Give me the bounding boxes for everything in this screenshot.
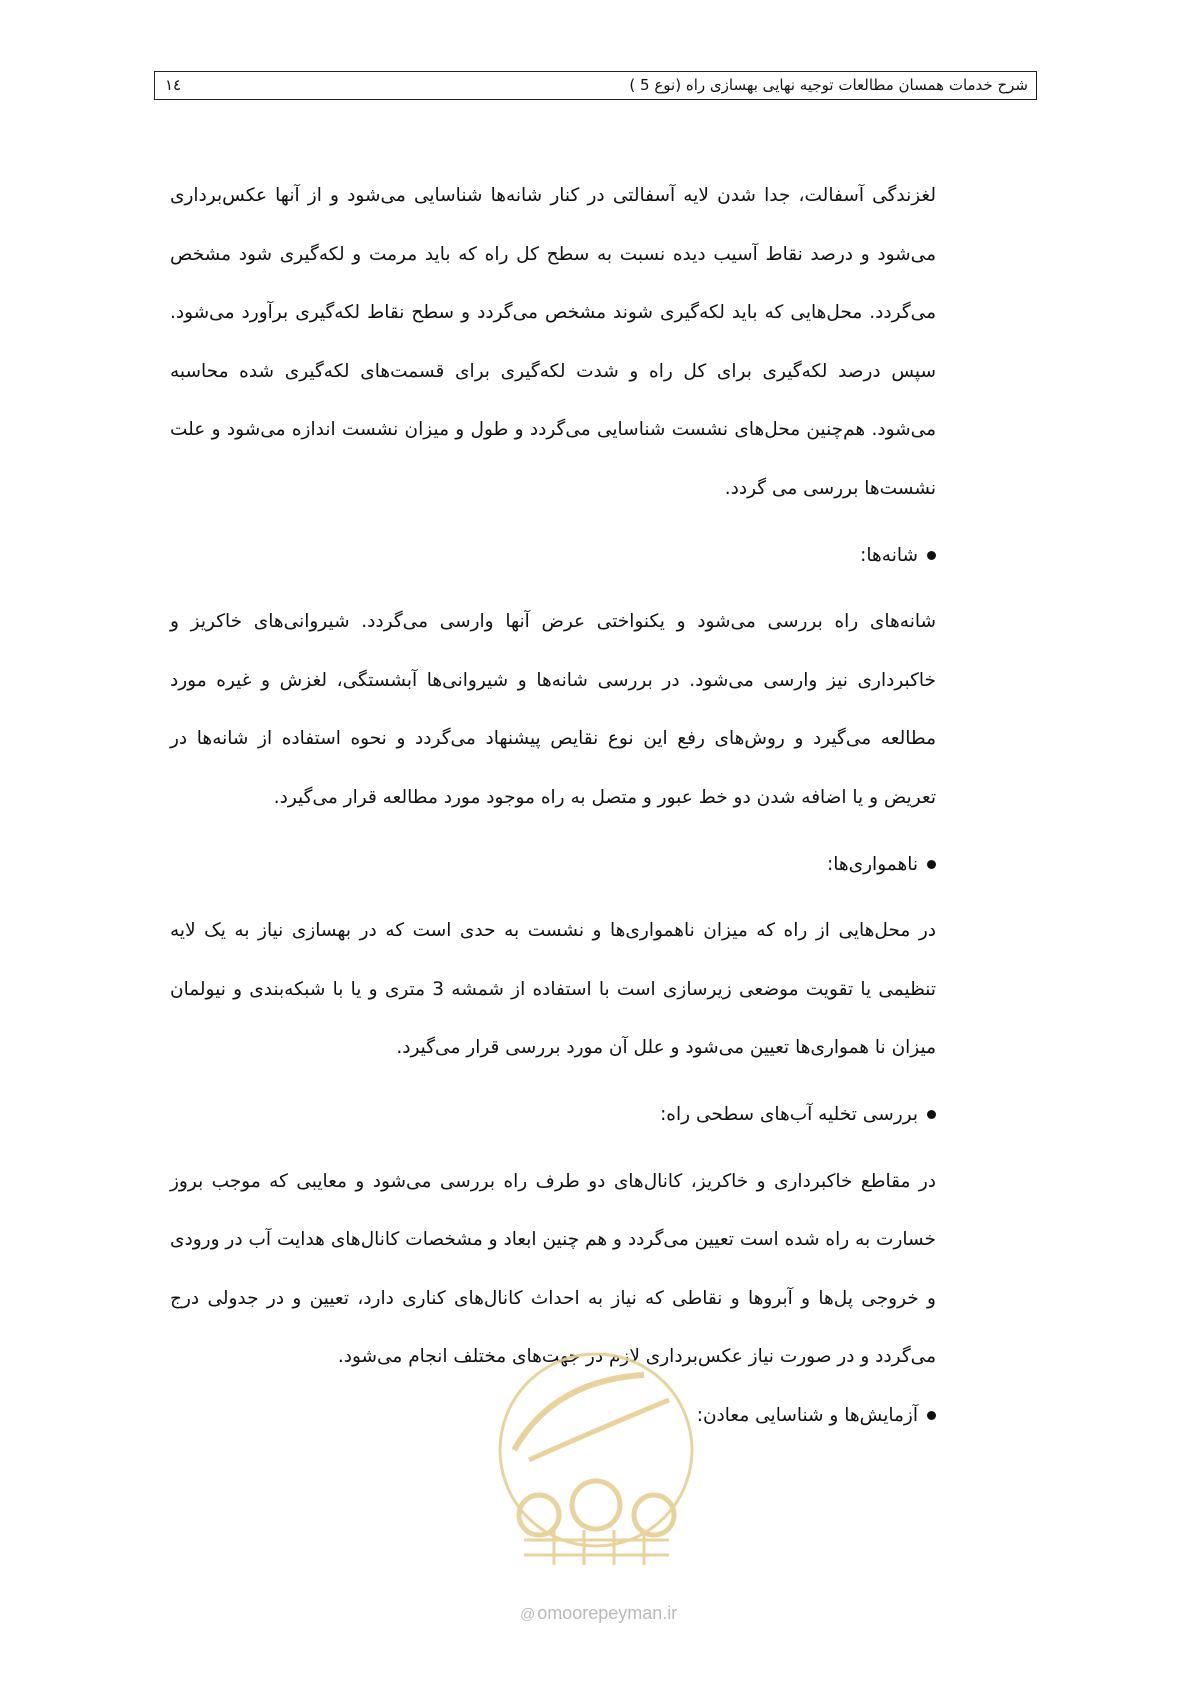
- watermark-logo: [494, 1340, 698, 1572]
- bullet-label: شانه‌ها:: [860, 544, 918, 566]
- bullet-label: بررسی تخلیه آب‌های سطحی راه:: [660, 1103, 918, 1125]
- watermark-url: @ omoorepeyman.ir: [520, 1603, 678, 1623]
- bullet-unevenness: [170, 836, 936, 895]
- header-title: شرح خدمات همسان مطالعات توجیه نهایی بهسازی راه (نوع 5 ): [629, 76, 1028, 94]
- at-icon: @: [520, 1606, 536, 1623]
- page-header: [154, 71, 1037, 100]
- paragraph-patching: لغزندگی آسفالت، جدا شدن لایه آسفالتی در کنار شانه‌ها شناسایی می‌شود و از آنها عکس‌برداری می‌شود و درصد نقاط آسیب دیده نسبت به سطح کل راه که باید مرمت و لکه‌گیری شود مشخص می‌گردد. محل‌هایی که باید لکه‌گیری شوند مشخص می‌گردد و سطح نقاط لکه‌گیری برآورد می‌شود. سپس درصد لکه‌گیری برای کل راه و شدت لکه‌گیری برای قسمت‌های لکه‌گیری شده محاسبه می‌شود. هم‌چنین محل‌های نشست شناسایی می‌گردد و طول و میزان نشست اندازه می‌شود و علت نشست‌ها بررسی می گردد.: [170, 185, 936, 499]
- bullet-label: آزمایش‌ها و شناسایی معادن:: [696, 1404, 918, 1426]
- bullet-dot-icon: [927, 1110, 936, 1119]
- bullet-shoulders: [170, 527, 936, 586]
- paragraph-drainage: در مقاطع خاکبرداری و خاکریز، کانال‌های دو طرف راه بررسی می‌شود و معایبی که موجب بروز خسارت به راه شده است تعیین می‌گردد و هم چنین ابعاد و مشخصات کانال‌های هدایت آب در ورودی و خروجی پل‌ها و آبروها و نقاطی که نیاز به احداث کانال‌های کناری دارد، تعیین و در جدولی درج می‌گردد و در صورت نیاز عکس‌برداری لازم در جهت‌های مختلف انجام می‌شود.: [170, 1170, 936, 1368]
- page-number: ١٤: [165, 76, 182, 94]
- bullet-label: ناهمواری‌ها:: [827, 853, 918, 875]
- document-body: [170, 167, 936, 1453]
- bullet-drainage: [170, 1086, 936, 1145]
- bullet-dot-icon: [927, 1411, 936, 1420]
- bullet-dot-icon: [927, 860, 936, 869]
- paragraph-unevenness: در محل‌هایی از راه که میزان ناهمواری‌ها و نشست به حدی است که در بهسازی نیاز به یک لایه تنظیمی یا تقویت موضعی زیرسازی است با استفاده از شمشه 3 متری و یا با شبکه‌بندی و نیولمان میزان نا همواری‌ها تعیین می‌شود و علل آن مورد بررسی قرار می‌گیرد.: [170, 920, 936, 1059]
- bullet-dot-icon: [927, 551, 936, 560]
- paragraph-shoulders: شانه‌های راه بررسی می‌شود و یکنواختی عرض آنها وارسی می‌گردد. شیروانی‌های خاکریز و خاکبرداری نیز وارسی می‌شود. در بررسی شانه‌ها و شیروانی‌ها آبشستگی، لغزش و غیره مورد مطالعه می‌گیرد و روش‌های رفع این نوع نقایص پیشنهاد می‌گردد و نحوه استفاده از شانه‌ها در تعریض و یا اضافه شدن دو خط عبور و متصل به راه موجود مورد مطالعه قرار می‌گیرد.: [170, 611, 936, 808]
